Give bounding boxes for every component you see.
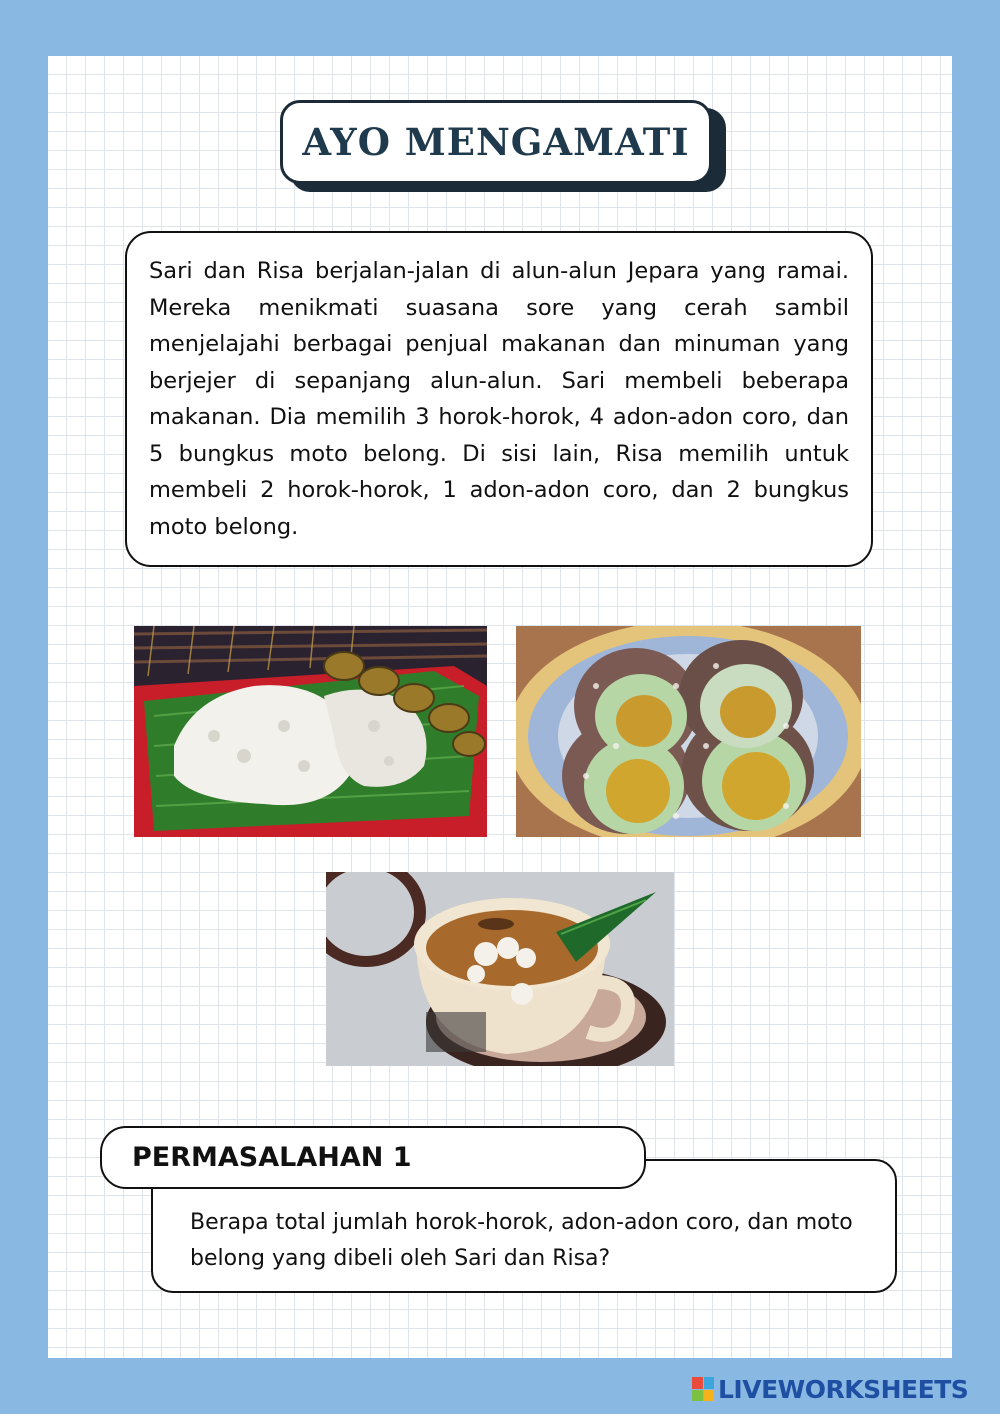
minuman-photo [326,872,674,1066]
problem-label-box [100,1126,646,1189]
kue-photo [516,626,861,837]
story-text: Sari dan Risa berjalan-jalan di alun-alun Jepara yang ramai. Mereka menikmati suasana sore yang cerah sambil menjelajahi berbagai penjual makanan dan minuman yang berjejer di sepanjang alun-alun. Sari membeli beberapa makanan. Dia memilih 3 horok-horok, 4 adon-adon coro, dan 5 bungkus moto belong. Di sisi lain, Risa memilih untuk membeli 2 horok-horok, 1 adon-adon coro, dan 2 bungkus moto belong. [149,258,849,540]
liveworksheets-brand: LIVEWORKSHEETS [718,1374,969,1404]
question-text: Berapa total jumlah horok-horok, adon-adon coro, dan moto belong yang dibeli oleh Sari dan Risa? [190,1210,853,1271]
horok-horok-photo [134,626,487,837]
liveworksheets-logo[interactable] [692,1374,968,1404]
page-title: AYO MENGAMATI [302,120,690,164]
story-box [125,231,873,567]
worksheet-page [48,56,952,1358]
title-box [280,100,712,184]
problem-label: PERMASALAHAN 1 [132,1142,412,1173]
liveworksheets-icon [692,1377,714,1401]
